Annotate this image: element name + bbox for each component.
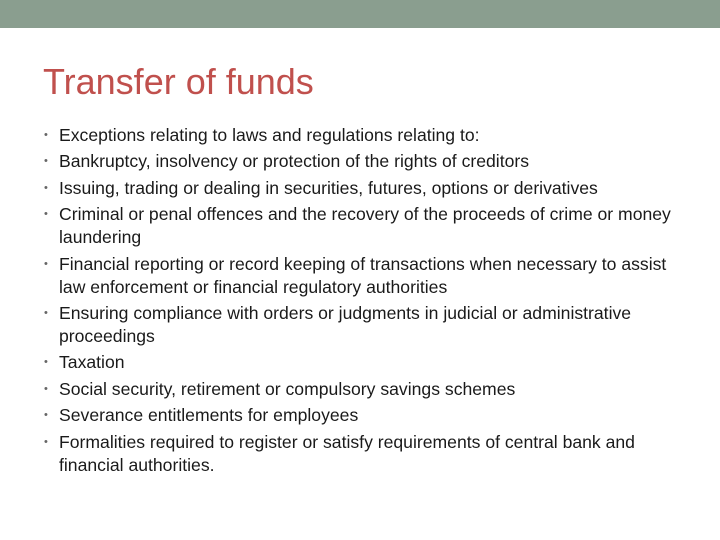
- bullet-icon: •: [44, 257, 48, 270]
- bullet-icon: •: [44, 356, 48, 369]
- bullet-text: Exceptions relating to laws and regulations relating to:: [59, 125, 480, 145]
- bullet-item: [44, 124, 694, 147]
- bullet-item: [44, 203, 694, 249]
- bullet-icon: •: [44, 129, 48, 141]
- bullet-item: [44, 150, 694, 173]
- bullet-text: Criminal or penal offences and the recovery of the proceeds of crime or money laundering: [59, 204, 671, 248]
- bullet-text: Ensuring compliance with orders or judgments in judicial or administrative proceedings: [59, 302, 632, 346]
- bullet-text: Bankruptcy, insolvency or protection of the rights of creditors: [59, 151, 530, 172]
- bullet-list: [44, 124, 694, 480]
- bullet-icon: •: [44, 306, 48, 319]
- bullet-item: [44, 351, 694, 374]
- bullet-text: Financial reporting or record keeping of transactions when necessary to assist law enforcement or financial regulatory authorities: [59, 253, 667, 297]
- bullet-icon: •: [44, 181, 48, 194]
- bullet-item: [44, 177, 694, 200]
- bullet-text: Social security, retirement or compulsory savings schemes: [59, 378, 516, 399]
- slide-title: Transfer of funds: [43, 61, 314, 102]
- bullet-icon: •: [44, 155, 48, 168]
- bullet-item: [44, 431, 694, 477]
- bullet-text: Issuing, trading or dealing in securities, futures, options or derivatives: [59, 177, 598, 198]
- bullet-item: [44, 378, 694, 401]
- bullet-icon: •: [44, 409, 48, 422]
- bullet-item: [44, 302, 694, 348]
- bullet-icon: •: [44, 435, 48, 448]
- bullet-icon: •: [44, 208, 48, 221]
- bullet-item: [44, 253, 694, 299]
- bullet-item: [44, 404, 694, 427]
- bullet-text: Severance entitlements for employees: [59, 405, 359, 426]
- header-bar: [0, 0, 720, 28]
- bullet-text: Taxation: [59, 352, 125, 373]
- bullet-icon: •: [44, 382, 48, 395]
- bullet-text: Formalities required to register or satisfy requirements of central bank and financial authorities.: [59, 431, 635, 475]
